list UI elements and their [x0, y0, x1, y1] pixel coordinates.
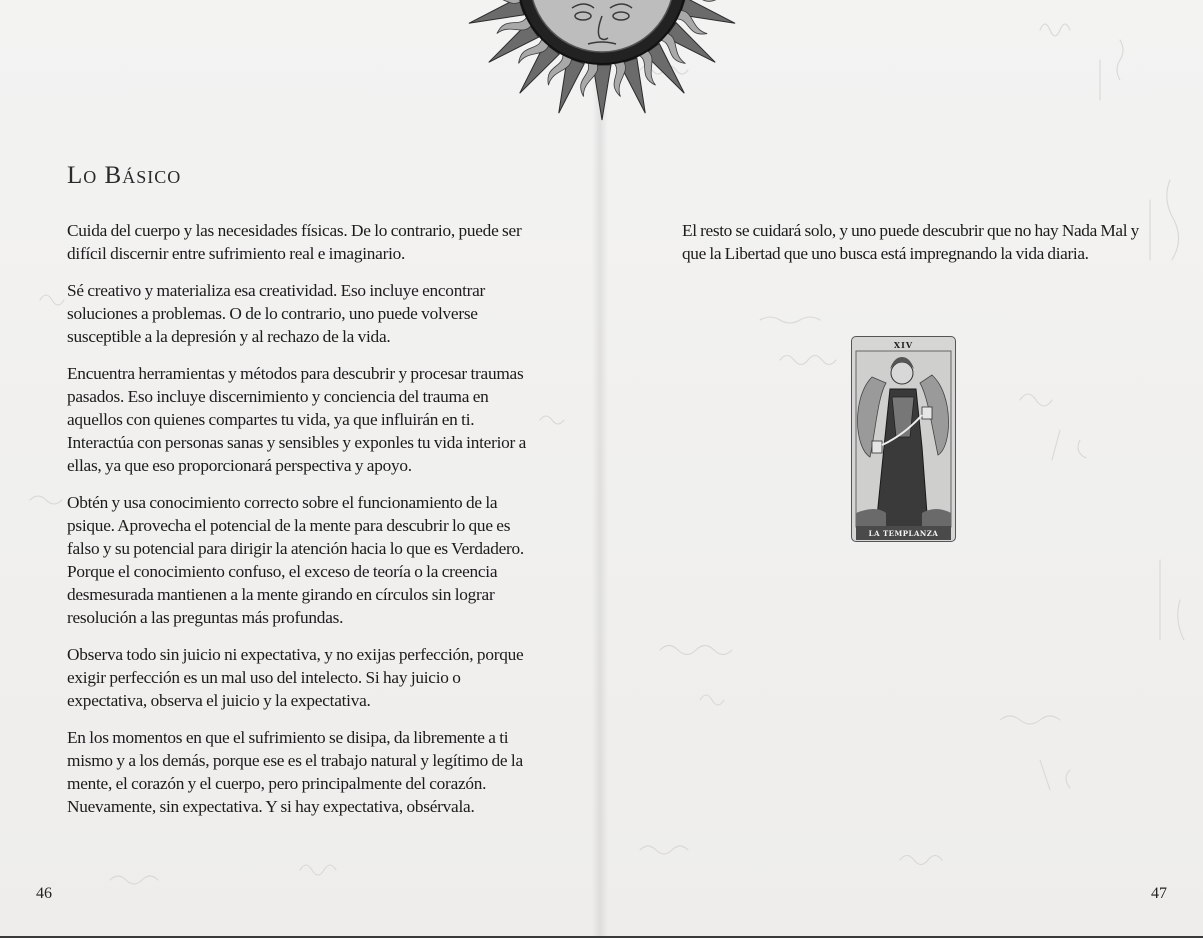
temperance-tarot-card	[851, 336, 956, 542]
paragraph: Obtén y usa conocimiento correcto sobre el funcionamiento de la psique. Aprovecha el potencial de la mente para descubrir lo que es falso y su potencial para dirigir la atención hacia lo que es Verdadero. Porque el conocimiento confuso, el exceso de teoría o la creencia desmesurada mantienen a la mente girando en círculos sin lograr resolución a las preguntas más profundas.	[67, 493, 524, 627]
right-body-text: El resto se cuidará solo, y uno puede descubrir que no hay Nada Mal y que la Libertad que uno busca está impregnando la vida diaria.	[682, 221, 1139, 263]
paragraph: Observa todo sin juicio ni expectativa, y no exijas perfección, porque exigir perfección es un mal uso del intelecto. Si hay juicio o expectativa, observa el juicio y la expectativa.	[67, 645, 524, 710]
left-body-text	[67, 219, 529, 832]
card-name: LA TEMPLANZA	[868, 529, 939, 538]
paragraph: En los momentos en que el sufrimiento se disipa, da libremente a ti mismo y a los demás, porque ese es el trabajo natural y legítimo de la mente, el corazón y el cuerpo, pero principalmente del corazón. Nuevamente, sin expectativa. Y si hay expectativa, obsérvala.	[67, 728, 523, 816]
paragraph: Encuentra herramientas y métodos para descubrir y procesar traumas pasados. Eso incluye discernimiento y conciencia del trauma en aquellos con quienes compartes tu vida, ya que influirán en ti. Interactúa con personas sanas y sensibles y exponles tu vida interior a ellas, ya que eso proporcionará perspectiva y apoyo.	[67, 364, 527, 475]
page-number-left: 46	[36, 885, 52, 902]
sun-face-icon	[456, 0, 748, 162]
section-heading: Lo Básico	[67, 162, 182, 189]
card-number: XIV	[893, 340, 914, 350]
paragraph: Sé creativo y materializa esa creatividad. Eso incluye encontrar soluciones a problemas. O de lo contrario, uno puede volverse susceptible a la depresión y al rechazo de la vida.	[67, 281, 486, 346]
angel-illustration	[852, 337, 955, 541]
paragraph: Cuida del cuerpo y las necesidades físicas. De lo contrario, puede ser difícil discernir entre sufrimiento real e imaginario.	[67, 221, 522, 263]
page-number-right: 47	[1151, 885, 1167, 902]
